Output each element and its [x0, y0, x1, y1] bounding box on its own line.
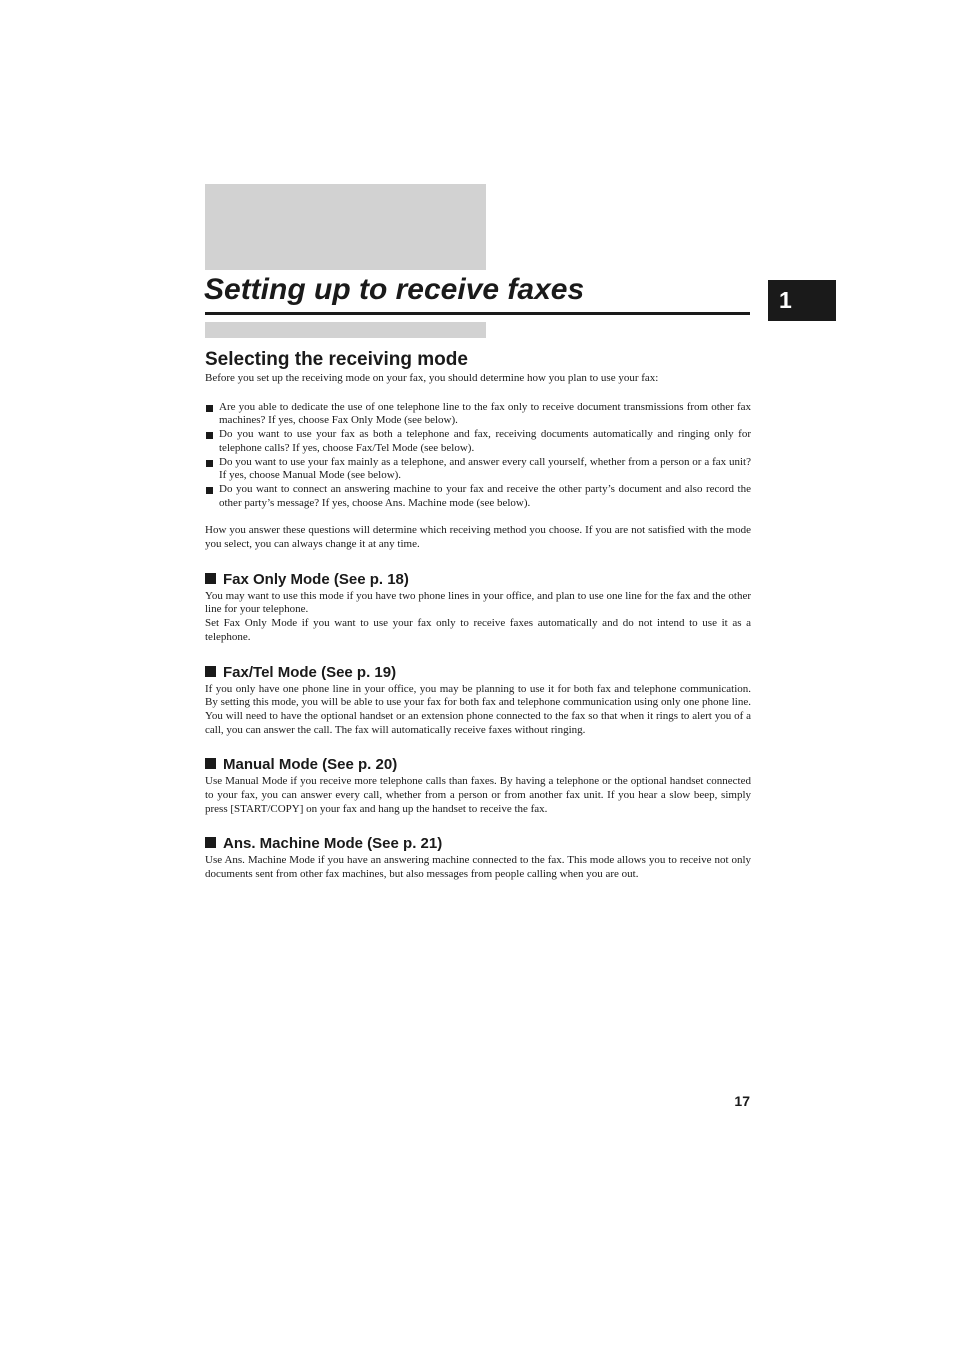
manual-mode-heading: Manual Mode (See p. 20) — [205, 755, 751, 775]
subheader-gray-band — [205, 322, 486, 338]
bullet-square-icon — [206, 405, 213, 412]
title-rule — [205, 312, 750, 315]
bullet-square-icon — [206, 460, 213, 467]
section-closing: How you answer these questions will determine which receiving method you choose. If you are not satisfied with the mode you select, you can always change it at any time. — [205, 524, 751, 551]
section-intro: Before you set up the receiving mode on your fax, you should determine how you plan to use your fax: — [205, 372, 659, 384]
fax-tel-mode-heading: Fax/Tel Mode (See p. 19) — [205, 663, 751, 683]
list-item: Are you able to dedicate the use of one telephone line to the fax only to receive document transmissions from other fax machines? If yes, choose Fax Only Mode (see below). — [205, 401, 751, 428]
page-content — [205, 346, 751, 882]
ans-machine-mode-heading: Ans. Machine Mode (See p. 21) — [205, 834, 751, 854]
chapter-tab: 1 — [768, 280, 836, 321]
heading-square-icon — [205, 837, 216, 848]
section-heading: Selecting the receiving mode — [205, 349, 468, 370]
list-item: Do you want to use your fax as both a telephone and fax, receiving documents automatically and ringing only for telephone calls? If yes, choose Fax/Tel Mode (see below). — [205, 428, 751, 455]
question-list — [205, 401, 751, 511]
fax-only-mode-text: You may want to use this mode if you have two phone lines in your office, and plan to use one line for the fax and the other line for your telephone. — [205, 589, 751, 616]
list-item: Do you want to connect an answering machine to your fax and receive the other party’s document and also record the other party’s message? If yes, choose Ans. Machine mode (see below). — [205, 483, 751, 510]
fax-only-mode-heading: Fax Only Mode (See p. 18) — [205, 570, 751, 590]
fax-tel-mode-text: If you only have one phone line in your office, you may be planning to use it for both fax and telephone communication. By setting this mode, you will be able to use your fax for both fax and telephone communication using only one phone line. You will need to have the optional handset or an extension phone connected to the fax so that when it rings to alert you of a call, you can answer the call. The fax will automatically receive faxes without ringing. — [205, 682, 751, 736]
heading-square-icon — [205, 666, 216, 677]
manual-mode-text: Use Manual Mode if you receive more telephone calls than faxes. By having a telephone or the optional handset connected to your fax, you can answer every call, whether from a person or from another fax unit. If you hear a slow beep, simply press [START/COPY] on your fax and hang up the handset to receive the fax. — [205, 775, 751, 815]
page-number: 17 — [734, 1093, 750, 1109]
chapter-title: Setting up to receive faxes — [204, 273, 585, 306]
heading-square-icon — [205, 758, 216, 769]
bullet-square-icon — [206, 432, 213, 439]
fax-only-mode-text: Set Fax Only Mode if you want to use your fax only to receive faxes automatically and do not intend to use it as a telephone. — [205, 617, 751, 643]
ans-machine-mode-text: Use Ans. Machine Mode if you have an answering machine connected to the fax. This mode allows you to receive not only documents sent from other fax machines, but also messages from people calling when you are out. — [205, 854, 751, 881]
heading-square-icon — [205, 573, 216, 584]
header-gray-band — [205, 184, 486, 270]
list-item: Do you want to use your fax mainly as a telephone, and answer every call yourself, whether from a person or a fax unit? If yes, choose Manual Mode (see below). — [205, 456, 751, 483]
bullet-square-icon — [206, 487, 213, 494]
